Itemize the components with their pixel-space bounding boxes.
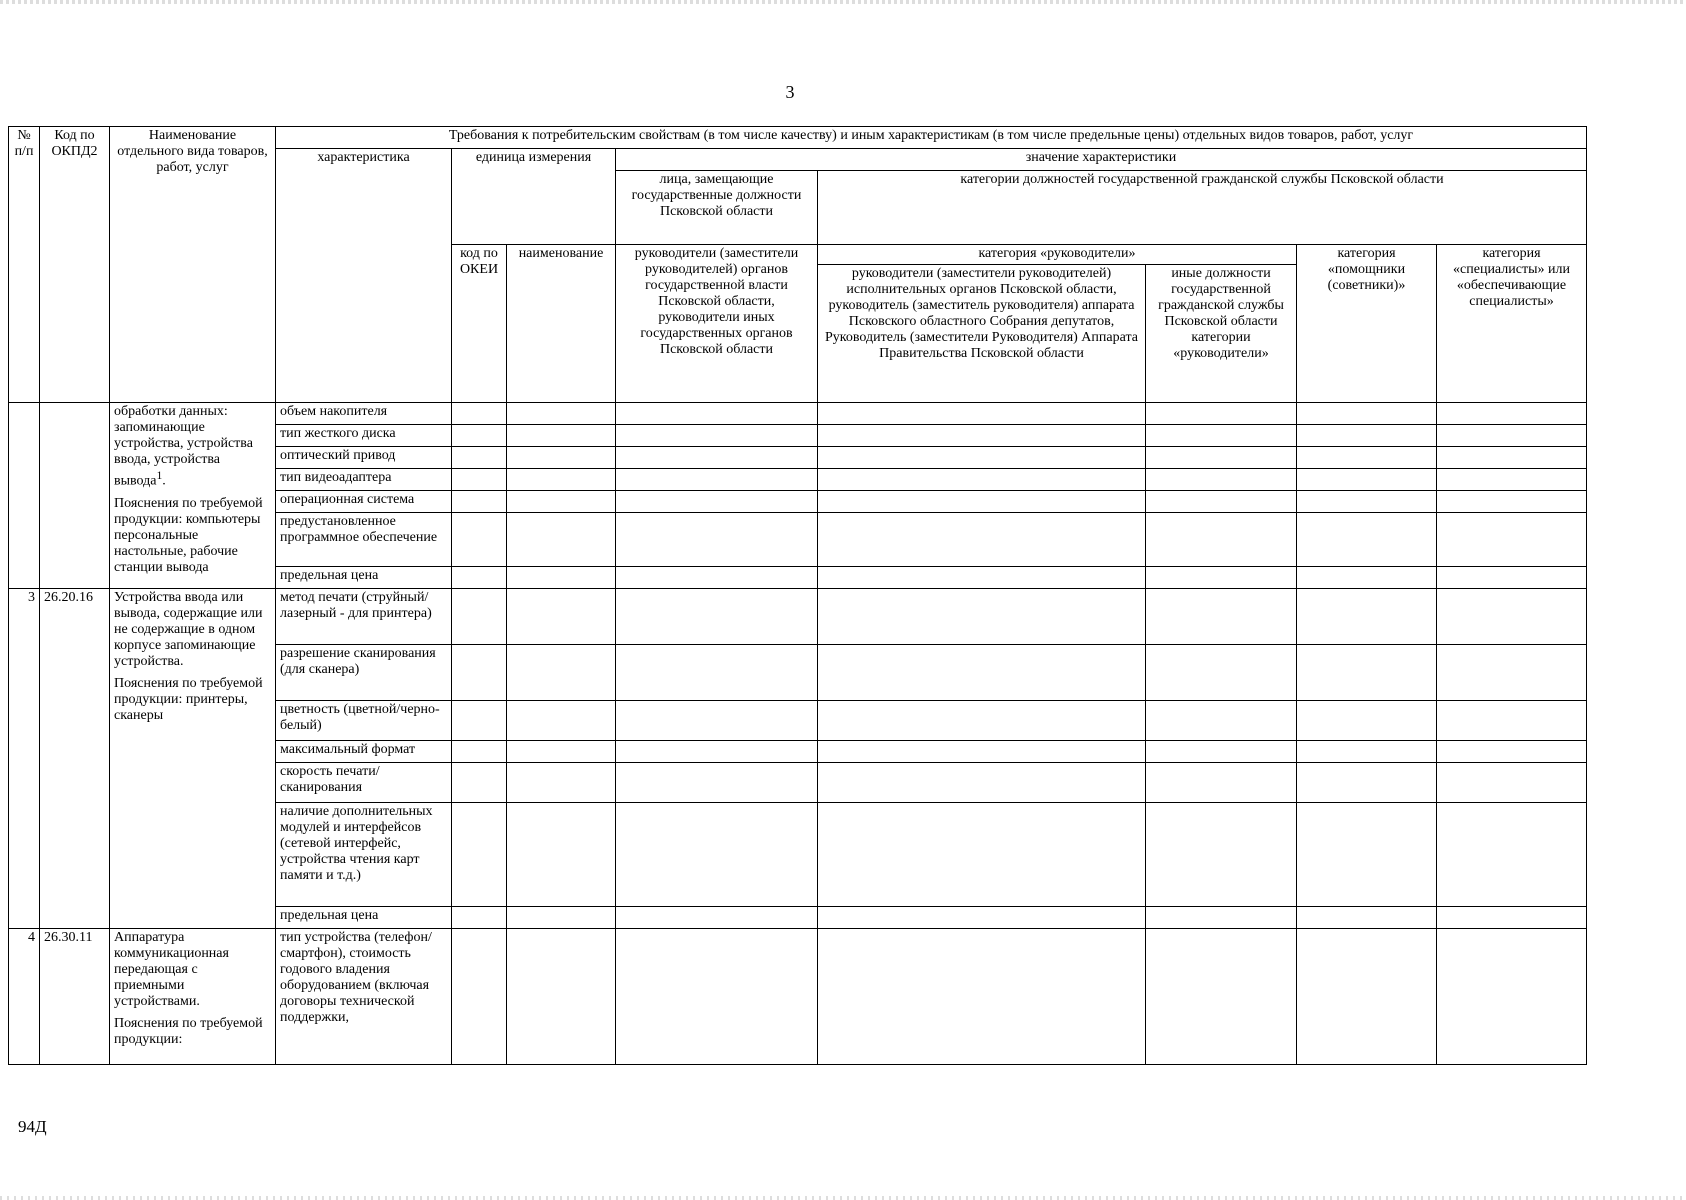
- row-code: [40, 403, 110, 589]
- header-civil-service: категории должностей государственной гражданской службы Псковской области: [818, 171, 1587, 245]
- footnote-ref: 1: [156, 469, 163, 482]
- header-value: значение характеристики: [616, 149, 1587, 171]
- description-text: обработки данных: запоминающие устройства, устройства ввода, устройства вывода$^1$.: [114, 404, 253, 489]
- scan-edge-bottom: [0, 1196, 1686, 1200]
- description-note: Пояснения по требуемой продукции: принтеры, сканеры: [114, 676, 263, 723]
- description-note: Пояснения по требуемой продукции: компьютеры персональные настольные, рабочие станции вывода: [114, 495, 263, 575]
- description-text: Аппаратура коммуникационная передающая с приемными устройствами.: [114, 930, 229, 1009]
- header-cat-assist: категория «помощники (советники)»: [1297, 245, 1437, 403]
- characteristic-cell: разрешение сканирования (для сканера): [276, 645, 452, 701]
- scan-edge-top: [0, 0, 1686, 4]
- row-num: 4: [9, 929, 40, 1065]
- characteristic-cell: объем накопителя: [276, 403, 452, 425]
- characteristic-cell: операционная система: [276, 491, 452, 513]
- characteristic-cell: тип видеоадаптера: [276, 469, 452, 491]
- header-cat-spec: категория «специалисты» или «обеспечивающие специалисты»: [1437, 245, 1587, 403]
- characteristic-cell: метод печати (струйный/лазерный - для принтера): [276, 589, 452, 645]
- row-code: 26.30.11: [40, 929, 110, 1065]
- requirements-table: [8, 126, 1587, 1065]
- header-unit: единица измерения: [452, 149, 616, 245]
- header-characteristic: характеристика: [276, 149, 452, 403]
- table-row: [9, 589, 1587, 645]
- header-other-heads: иные должности государственной гражданской службы Псковской области категории «руководители»: [1146, 265, 1297, 403]
- row-num: 3: [9, 589, 40, 929]
- characteristic-cell: оптический привод: [276, 447, 452, 469]
- header-requirements: Требования к потребительским свойствам (в том числе качеству) и иным характеристикам (в том числе предельные цены) отдельных видов товаров, работ, услуг: [276, 127, 1587, 149]
- header-num: № п/п: [9, 127, 40, 403]
- header-heads-exec: руководители (заместители руководителей) исполнительных органов Псковской области, руководитель (заместитель руководителя) аппарата Псковского областного Собрания депутатов, Руководитель (заместители Руководителя) Аппарата Правительства Псковской области: [818, 265, 1146, 403]
- header-heads-state: руководители (заместители руководителей) органов государственной власти Псковской области, руководители иных государственных органов Псковской области: [616, 245, 818, 403]
- header-unit-name: наименование: [507, 245, 616, 403]
- row-description: [110, 589, 276, 929]
- characteristic-cell: максимальный формат: [276, 741, 452, 763]
- footer-code: 94Д: [18, 1117, 47, 1136]
- characteristic-cell: предельная цена: [276, 907, 452, 929]
- table-row: [9, 929, 1587, 1065]
- characteristic-cell: тип устройства (телефон/смартфон), стоимость годового владения оборудованием (включая договоры технической поддержки,: [276, 929, 452, 1065]
- row-num: [9, 403, 40, 589]
- table-row: [9, 403, 1587, 425]
- characteristic-cell: наличие дополнительных модулей и интерфейсов (сетевой интерфейс, устройства чтения карт памяти и т.д.): [276, 803, 452, 907]
- characteristic-cell: цветность (цветной/черно-белый): [276, 701, 452, 741]
- header-cat-heads: категория «руководители»: [818, 245, 1297, 265]
- header-okei-code: код по ОКЕИ: [452, 245, 507, 403]
- header-okpd: Код по ОКПД2: [40, 127, 110, 403]
- description-text: Устройства ввода или вывода, содержащие или не содержащие в одном корпусе запоминающие устройства.: [114, 590, 263, 669]
- row-description: [110, 929, 276, 1065]
- characteristic-cell: тип жесткого диска: [276, 425, 452, 447]
- characteristic-cell: предельная цена: [276, 567, 452, 589]
- header-row: [9, 127, 1587, 149]
- characteristic-cell: предустановленное программное обеспечение: [276, 513, 452, 567]
- header-name: Наименование отдельного вида товаров, работ, услуг: [110, 127, 276, 403]
- row-description: [110, 403, 276, 589]
- row-code: 26.20.16: [40, 589, 110, 929]
- header-state-positions: лица, замещающие государственные должности Псковской области: [616, 171, 818, 245]
- description-note: Пояснения по требуемой продукции:: [114, 1016, 263, 1047]
- page-number: 3: [785, 82, 795, 102]
- characteristic-cell: скорость печати/сканирования: [276, 763, 452, 803]
